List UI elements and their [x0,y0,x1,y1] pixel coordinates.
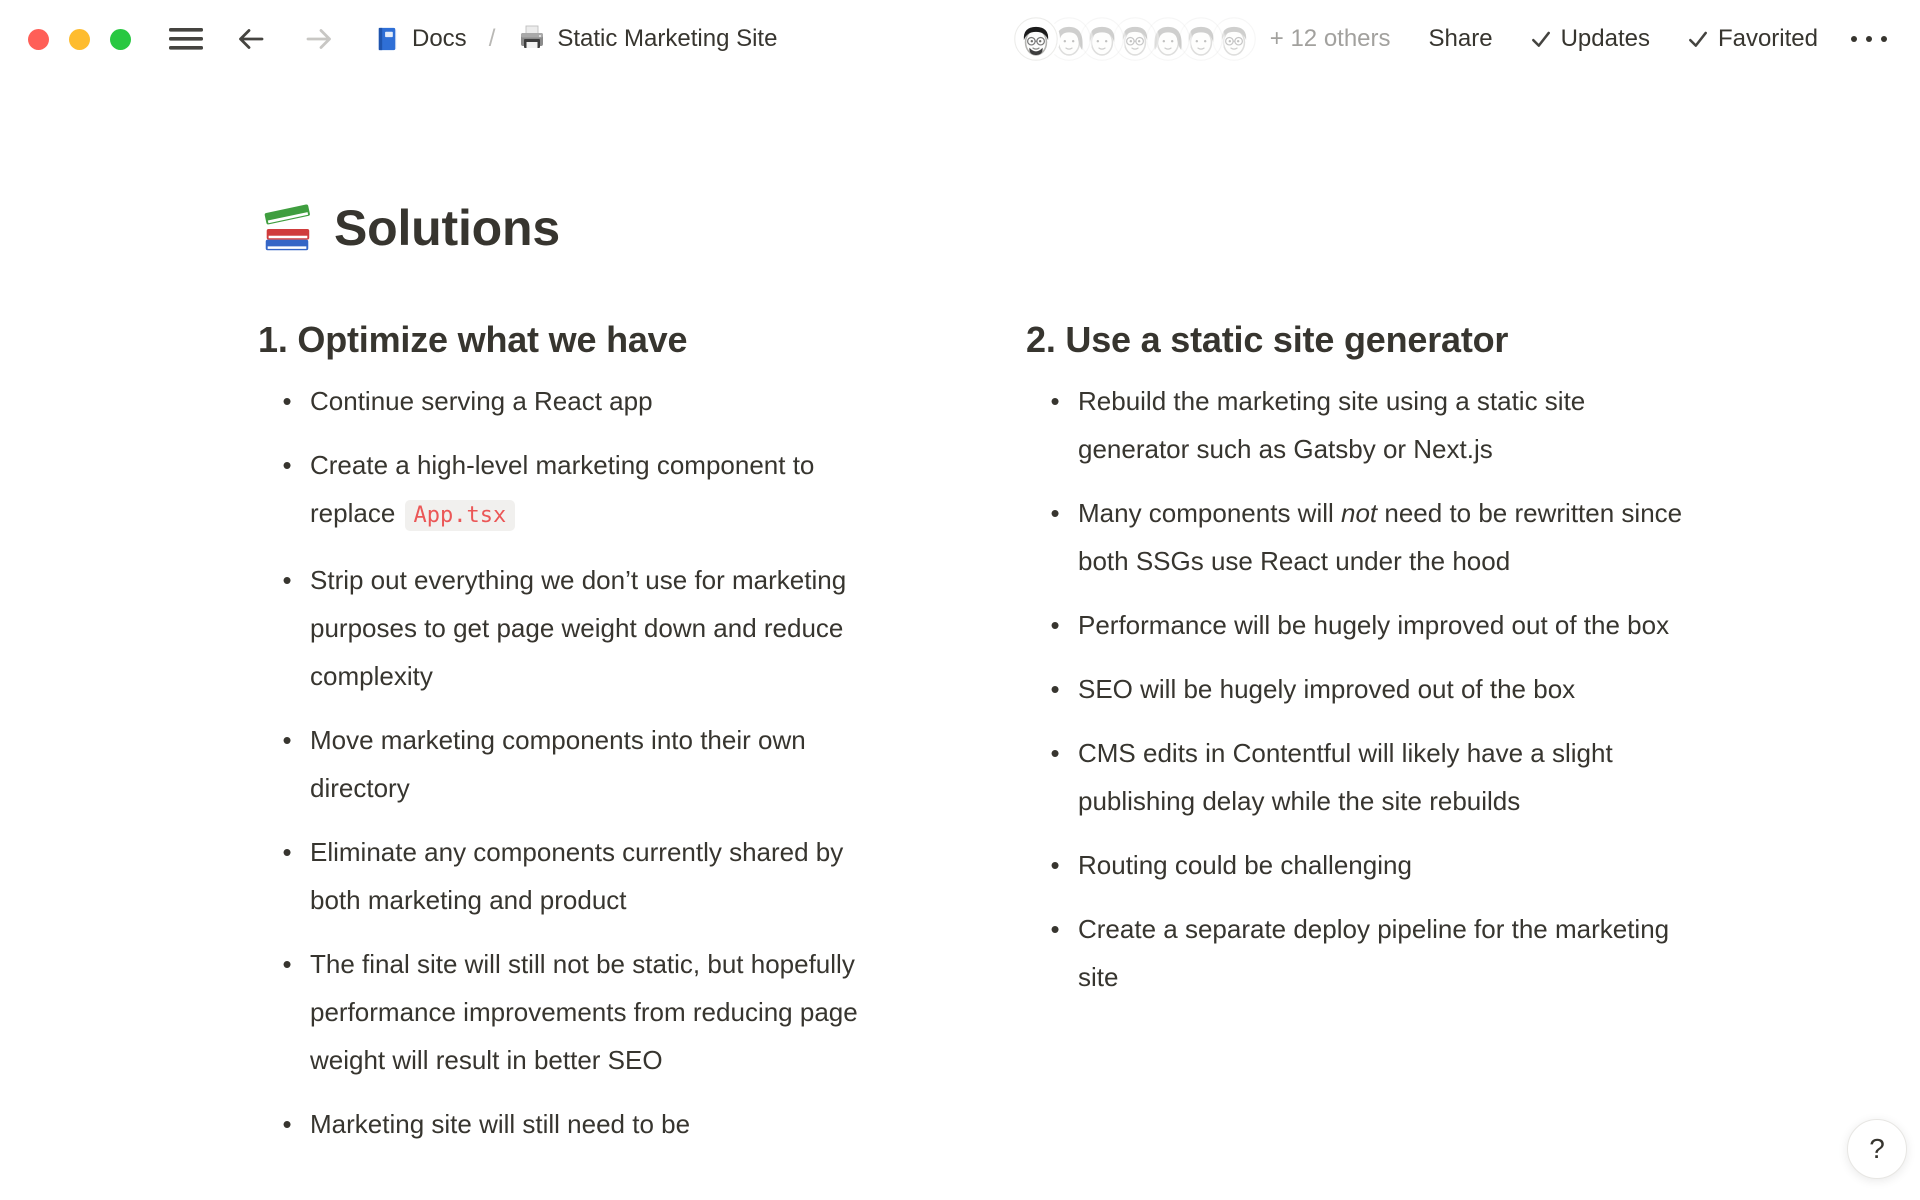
updates-button[interactable] [1519,19,1660,59]
bullet-text: Routing could be challenging [1078,850,1412,880]
bullet-marker: • [282,837,292,867]
bullet-marker: • [1050,674,1060,704]
bullet-marker: • [282,725,292,755]
bullet-text: Performance will be hugely improved out of the box [1078,610,1670,640]
bullet-text: Create a high-level marketing component to replace App.tsx [302,441,878,540]
back-button[interactable] [231,20,271,58]
bullet-list [258,377,878,1148]
list-item [1026,601,1688,649]
bullet-marker: • [282,949,292,979]
list-item [258,377,878,425]
bullet-marker: • [1050,498,1060,528]
column-ssg [1026,319,1688,1164]
zoom-window-button[interactable] [110,29,131,50]
column-optimize [258,319,878,1164]
list-item [258,441,878,540]
share-label: Share [1428,25,1493,52]
bullet-marker: • [1050,386,1060,416]
list-item [1026,729,1688,825]
bullet-marker: • [1050,914,1060,944]
list-item [258,556,878,700]
back-arrow-icon [235,24,267,54]
bullet-text: Strip out everything we don’t use for marketing purposes to get page weight down and reduce complexity [310,565,847,691]
bullet-text: Rebuild the marketing site using a static site generator such as Gatsby or Next.js [1078,386,1586,464]
bullet-text: Eliminate any components currently shared by both marketing and product [310,837,844,915]
list-item [258,1100,878,1148]
blue-book-icon [373,25,402,54]
avatar-face-icon [1014,17,1058,61]
bullet-marker: • [282,450,292,480]
ellipsis-icon [1848,33,1890,45]
list-item [1026,905,1688,1001]
two-column-layout [258,319,1920,1164]
list-item [1026,489,1688,585]
breadcrumb-separator: / [488,25,496,52]
favorited-label: Favorited [1717,25,1818,52]
bullet-text: Continue serving a React app [310,386,653,416]
bullet-text: Marketing site will still need to be [310,1109,691,1139]
share-button[interactable] [1419,19,1503,59]
bullet-marker: • [282,565,292,595]
bullet-list [1026,377,1688,1001]
page-title-text: Solutions [334,200,560,256]
updates-label: Updates [1560,25,1650,52]
list-item [1026,665,1688,713]
more-options-button[interactable] [1844,29,1894,49]
breadcrumb-current-label: Static Marketing Site [557,25,778,52]
bullet-marker: • [282,386,292,416]
forward-button[interactable] [299,20,339,58]
breadcrumb [367,20,783,58]
hamburger-icon [169,25,203,53]
list-item [1026,841,1688,889]
bullet-text: CMS edits in Contentful will likely have a slight publishing delay while the site rebuilds [1078,738,1613,816]
bullet-marker: • [1050,738,1060,768]
sidebar-menu-button[interactable] [165,21,207,57]
bullet-text: SEO will be hugely improved out of the box [1078,674,1576,704]
books-stack-icon [258,199,316,257]
bullet-marker: • [1050,610,1060,640]
list-item [258,828,878,924]
favorited-button[interactable] [1676,19,1828,59]
forward-arrow-icon [303,24,335,54]
printer-icon [517,24,547,54]
column-1-heading: 1. Optimize what we have [258,319,688,360]
titlebar [0,0,1920,78]
bullet-text: Many components will not need to be rewritten since both SSGs use React under the hood [1078,498,1683,576]
close-window-button[interactable] [28,29,49,50]
minimize-window-button[interactable] [69,29,90,50]
breadcrumb-parent-label: Docs [412,25,467,52]
traffic-lights [28,29,131,50]
bullet-marker: • [282,1109,292,1139]
bullet-text: Move marketing components into their own directory [310,725,806,803]
inline-code: App.tsx [405,500,516,531]
check-icon [1686,28,1710,50]
breadcrumb-item-current-page[interactable] [511,20,783,58]
list-item [1026,377,1688,473]
bullet-text: Create a separate deploy pipeline for the marketing site [1078,914,1670,992]
column-2-heading: 2. Use a static site generator [1026,319,1509,360]
presence-overflow-count[interactable]: + 12 others [1269,25,1391,52]
check-icon [1529,28,1553,50]
breadcrumb-item-docs[interactable] [367,21,473,58]
list-item [258,940,878,1084]
page-body [0,78,1920,1164]
bullet-marker: • [1050,850,1060,880]
help-button[interactable]: ? [1847,1119,1907,1179]
collaborator-avatar[interactable] [1014,17,1058,61]
page-title [258,199,1920,257]
bullet-text: The final site will still not be static, but hopefully performance improvements from reducing page weight will result in better SEO [310,949,858,1075]
avatar-stack [1014,17,1256,61]
list-item [258,716,878,812]
